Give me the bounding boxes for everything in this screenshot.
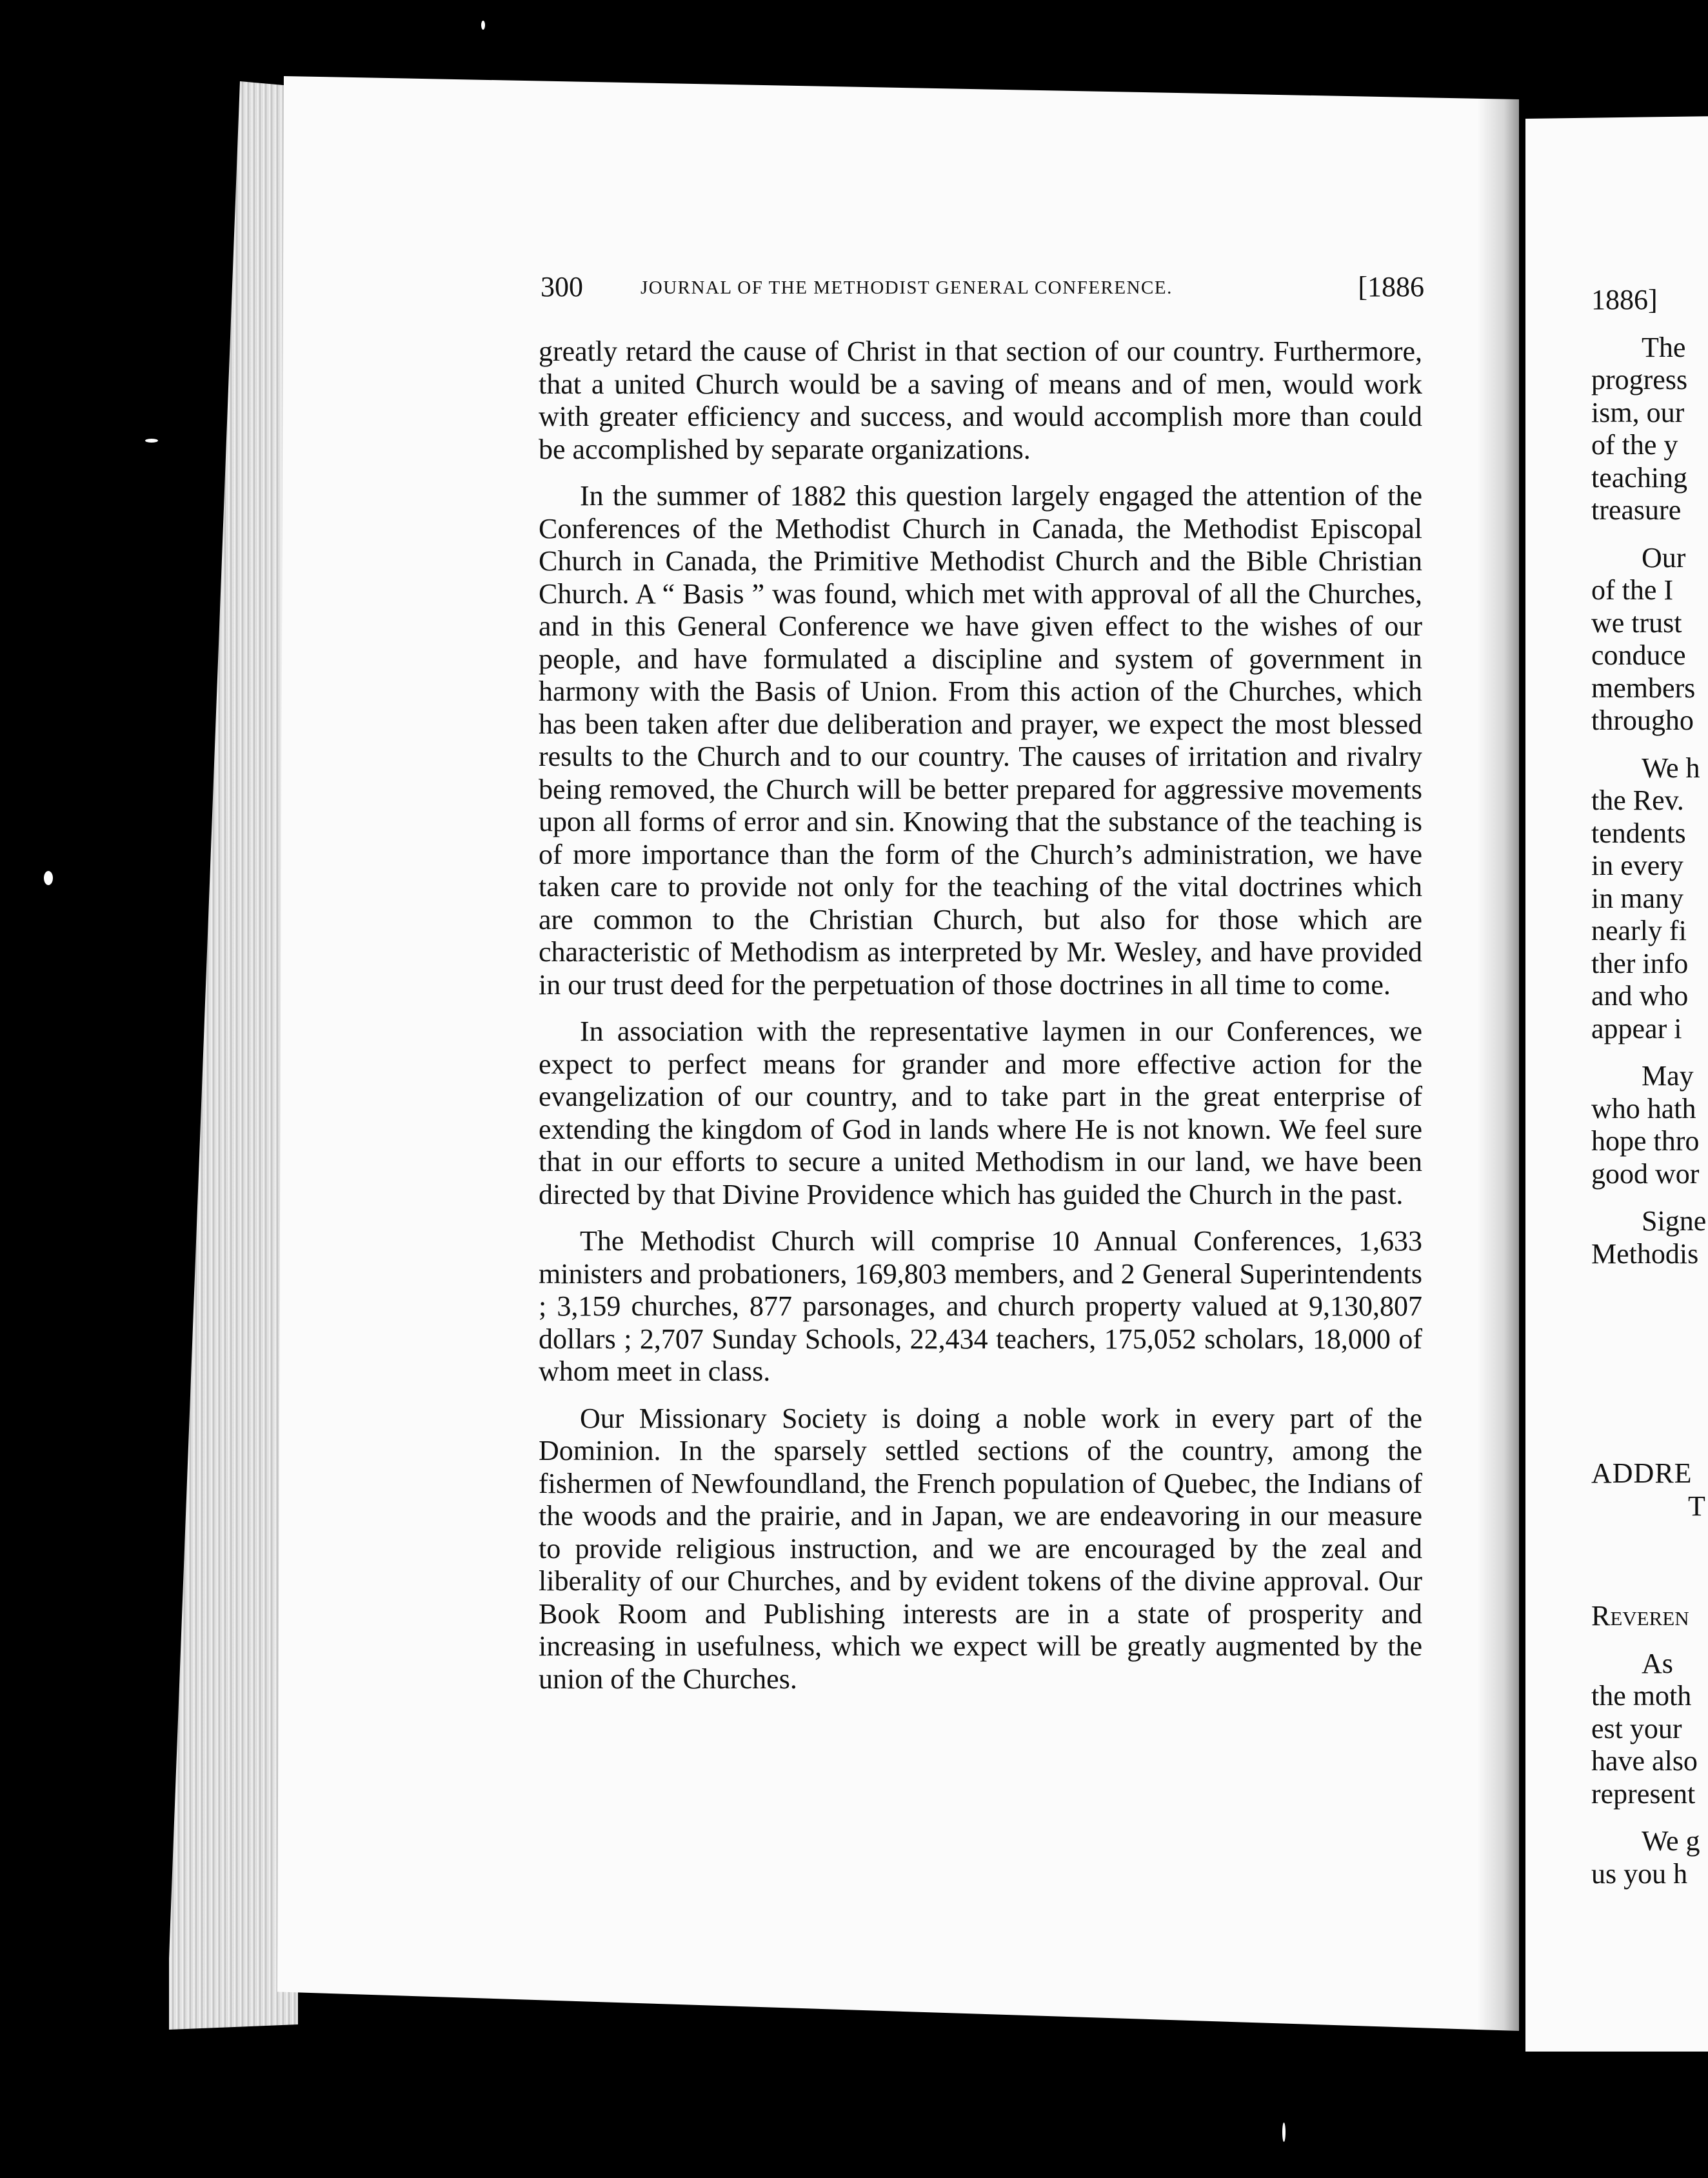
page-number: 300: [541, 271, 583, 303]
facing-line: appear i: [1591, 1012, 1682, 1044]
header-year: [1886: [1358, 271, 1424, 303]
facing-line: good wor: [1591, 1157, 1700, 1190]
facing-line: and who: [1591, 980, 1689, 1012]
facing-line: tendents: [1591, 817, 1686, 849]
facing-line: As: [1642, 1647, 1673, 1679]
scan-speck: [481, 21, 485, 30]
facing-line: est your: [1591, 1712, 1682, 1744]
facing-salutation: Reveren: [1591, 1600, 1689, 1632]
facing-line: We g: [1642, 1825, 1700, 1857]
facing-line: The: [1642, 331, 1686, 363]
facing-line: Signe: [1642, 1205, 1707, 1237]
facing-line: of the y: [1591, 429, 1678, 461]
scan-speck: [44, 871, 53, 885]
facing-line: T: [1688, 1490, 1705, 1522]
facing-line: teaching: [1591, 461, 1688, 494]
scan-speck: [1282, 2123, 1286, 2142]
facing-line: Our: [1642, 541, 1686, 574]
facing-line: nearly fi: [1591, 915, 1687, 946]
facing-page-text: [1591, 284, 1708, 1890]
facing-line: in every: [1591, 850, 1683, 881]
paragraph-2: In the summer of 1882 this question largely engaged the attention of the Conferences of the Methodist Church in Canada, the Methodist Episcopal Church in Canada, the Primitive Methodist Church and the Bible Christian Church. A “ Basis ” was found, which met with approval of all the Churches, and in this General Conference we have given effect to the wishes of our people, and have formulated a discipline and system of government in harmony with the Basis of Union. From this action of the Churches, which has been taken after due deliberation and prayer, we expect the most blessed results to the Church and to our country. The causes of irritation and rivalry being removed, the Church will be better prepared for aggressive movements upon all forms of error and sin. Knowing that the substance of the teaching is of more importance than the form of the Church’s administration, we have taken care to provide not only for the teaching of the vital doctrines which are common to the Christian Church, but also for those which are characteristic of Methodism as interpreted by Mr. Wesley, and have provided in our trust deed for the perpetuation of those doctrines in all time to come.: [539, 480, 1422, 1001]
facing-line: May: [1642, 1060, 1694, 1092]
facing-line: us you h: [1591, 1857, 1688, 1890]
book-gutter-shadow: [1477, 97, 1522, 2032]
facing-line: the moth: [1591, 1680, 1692, 1712]
facing-line: of the I: [1591, 574, 1674, 606]
facing-line: conduce: [1591, 639, 1686, 671]
facing-line: ism, our: [1591, 396, 1685, 428]
running-header: [541, 271, 1424, 310]
facing-line: members: [1591, 672, 1696, 704]
facing-line: the Rev.: [1591, 784, 1684, 816]
journal-title: JOURNAL OF THE METHODIST GENERAL CONFERENCE.: [640, 277, 1173, 298]
facing-line: have also: [1591, 1745, 1698, 1777]
paragraph-3: In association with the representative laymen in our Conferences, we expect to perfect means for grander and more effective action for the evangelization of our country, and to take part in the great enterprise of extending the kingdom of God in lands where He is not known. We feel sure that in our efforts to secure a united Methodism in our land, we have been directed by that Divine Providence which has guided the Church in the past.: [539, 1015, 1422, 1210]
paragraph-1: greatly retard the cause of Christ in that section of our country. Furthermore, that a united Church would be a saving of means and of men, would work with greater efficiency and success, and would accomplish more than could be accomplished by separate organizations.: [539, 335, 1422, 465]
body-text: [539, 335, 1422, 1710]
facing-line: progress: [1591, 364, 1688, 395]
facing-line: in many: [1591, 882, 1683, 914]
facing-line: represent: [1591, 1777, 1696, 1810]
paragraph-4: The Methodist Church will comprise 10 Annual Conferences, 1,633 ministers and probationers, 169,803 members, and 2 General Superintendents ; 3,159 churches, 877 parsonages, and church property valued at 9,130,807 dollars ; 2,707 Sunday Schools, 22,434 teachers, 175,052 scholars, 18,000 of whom meet in class.: [539, 1225, 1422, 1387]
facing-line: We h: [1642, 752, 1700, 784]
facing-page-year: 1886]: [1591, 284, 1658, 315]
facing-line: treasure: [1591, 494, 1682, 526]
paragraph-5: Our Missionary Society is doing a noble work in every part of the Dominion. In the sparsely settled sections of the country, among the fishermen of Newfoundland, the French population of Quebec, the Indians of the woods and the prairie, and in Japan, we are endeavoring in our measure to provide religious instruction, and we are encouraged by the zeal and liberality of our Churches, and by evident tokens of the divine approval. Our Book Room and Publishing interests are in a state of prosperity and increasing in usefulness, which we expect will be greatly augmented by the union of the Churches.: [539, 1402, 1422, 1695]
facing-line: ther info: [1591, 947, 1689, 979]
facing-heading: ADDRE: [1591, 1457, 1693, 1489]
facing-line: hope thro: [1591, 1125, 1700, 1157]
facing-line: througho: [1591, 704, 1694, 736]
scan-speck: [145, 439, 158, 443]
facing-line: who hath: [1591, 1092, 1696, 1124]
facing-line: we trust: [1591, 606, 1682, 639]
facing-line: Methodis: [1591, 1237, 1699, 1270]
